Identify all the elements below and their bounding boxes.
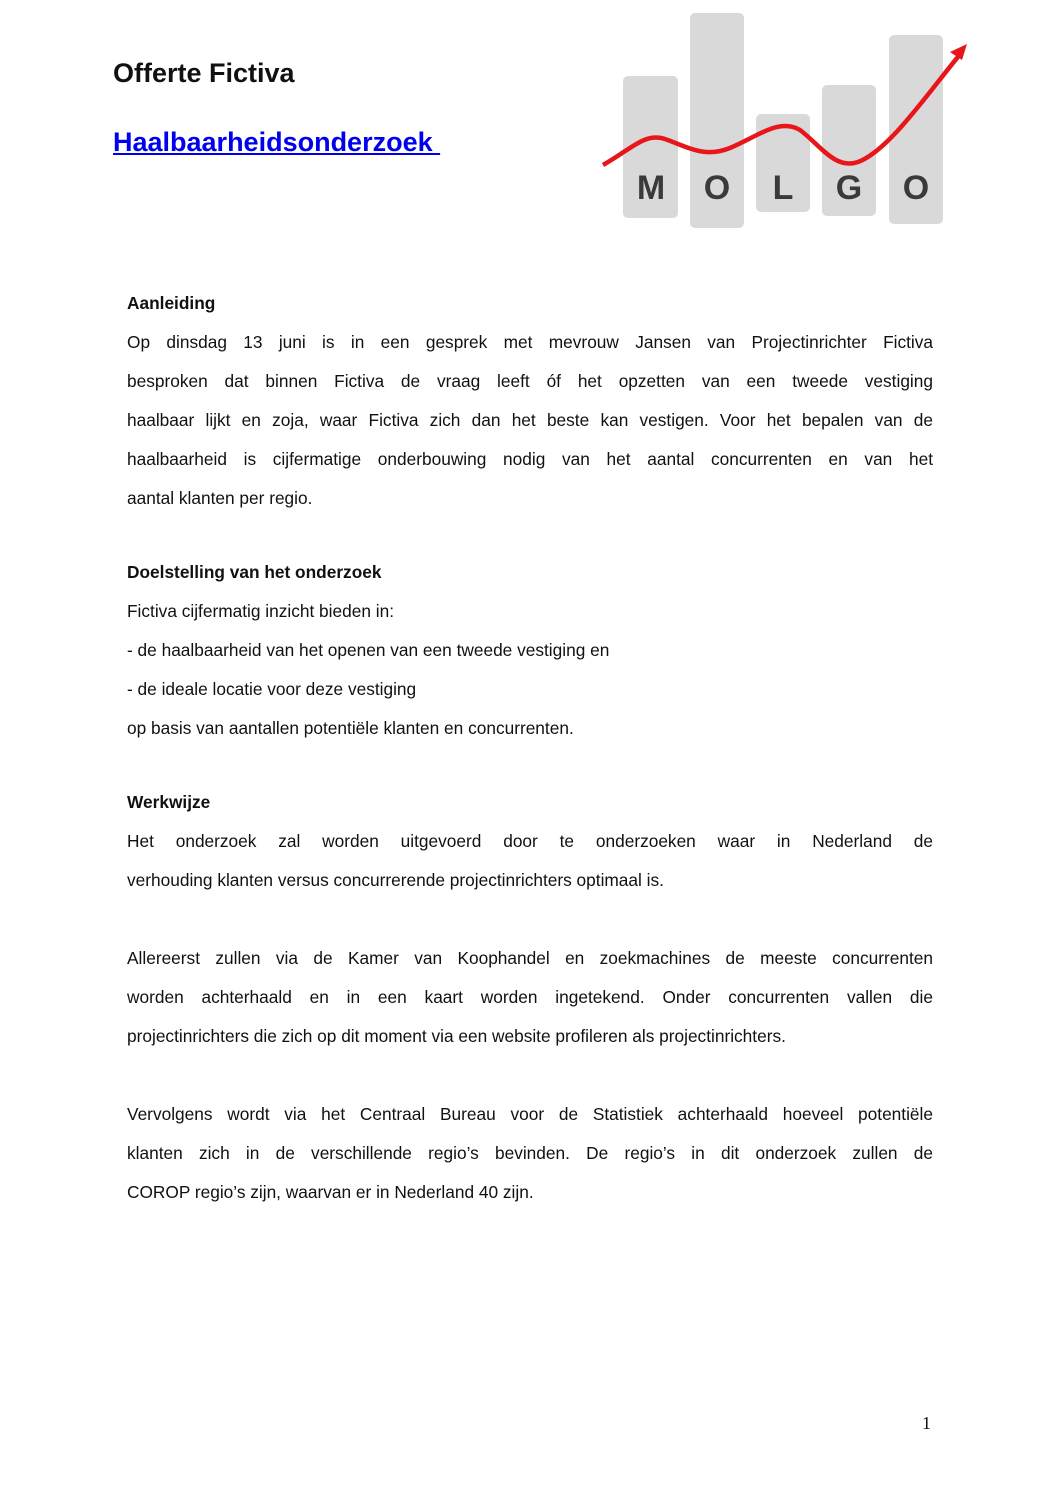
paragraph-line: Allereerst zullen via de Kamer van Koophandel en zoekmachines de meeste concurrenten [127, 948, 933, 968]
svg-text:G: G [835, 169, 863, 207]
paragraph-line: besproken dat binnen Fictiva de vraag leeft óf het opzetten van een tweede vestiging [127, 371, 933, 391]
svg-text:O: O [902, 169, 930, 207]
paragraph-line: COROP regio’s zijn, waarvan er in Nederland 40 zijn. [127, 1182, 534, 1202]
paragraph-line: verhouding klanten versus concurrerende projectinrichters optimaal is. [127, 870, 664, 890]
paragraph-line: worden achterhaald en in een kaart worden ingetekend. Onder concurrenten vallen die [127, 987, 933, 1007]
document-title: Offerte Fictiva [113, 58, 295, 88]
paragraph-line: haalbaarheid is cijfermatige onderbouwing nodig van het aantal concurrenten en van het [127, 449, 933, 469]
document-body [127, 290, 933, 1218]
svg-text:M: M [636, 169, 666, 207]
paragraph-line: Vervolgens wordt via het Centraal Bureau voor de Statistiek achterhaald hoeveel potentiële [127, 1104, 933, 1124]
molgo-logo [595, 5, 975, 235]
paragraph-line: Op dinsdag 13 juni is in een gesprek met mevrouw Jansen van Projectinrichter Fictiva [127, 332, 933, 352]
paragraph-line: - de ideale locatie voor deze vestiging [127, 679, 417, 699]
document-subtitle-link[interactable]: Haalbaarheidsonderzoek [113, 127, 441, 157]
page-number: 1 [922, 1413, 931, 1433]
paragraph-line: op basis van aantallen potentiële klanten en concurrenten. [127, 718, 574, 738]
svg-text:O: O [703, 169, 731, 207]
section-heading: Doelstelling van het onderzoek [127, 562, 382, 582]
paragraph-line: Het onderzoek zal worden uitgevoerd door te onderzoeken waar in Nederland de [127, 831, 933, 851]
paragraph-line: projectinrichters die zich op dit moment via een website profileren als projectinrichters. [127, 1026, 786, 1046]
paragraph-line: Fictiva cijfermatig inzicht bieden in: [127, 601, 395, 621]
svg-text:L: L [772, 169, 794, 207]
section-heading: Werkwijze [127, 792, 211, 812]
paragraph-line: - de haalbaarheid van het openen van een tweede vestiging en [127, 640, 610, 660]
paragraph-line: haalbaar lijkt en zoja, waar Fictiva zich dan het beste kan vestigen. Voor het bepalen van de [127, 410, 933, 430]
section-heading: Aanleiding [127, 293, 216, 313]
paragraph-line: klanten zich in de verschillende regio’s bevinden. De regio’s in dit onderzoek zullen de [127, 1143, 933, 1163]
paragraph-line: aantal klanten per regio. [127, 488, 313, 508]
